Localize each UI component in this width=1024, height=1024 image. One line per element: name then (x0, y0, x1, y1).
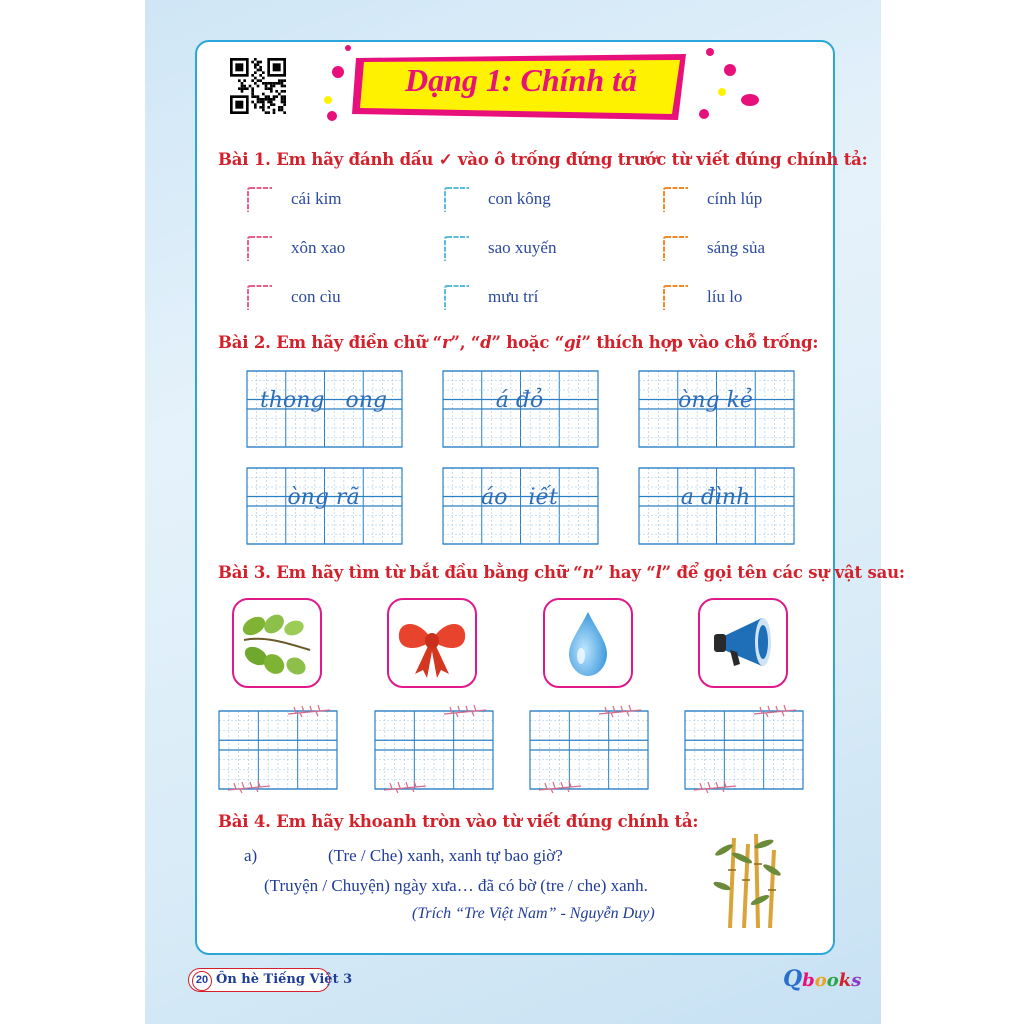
option-word[interactable]: sao xuyến (488, 238, 557, 257)
option-word[interactable]: con cìu (291, 287, 341, 306)
checkbox-9[interactable] (662, 284, 688, 310)
poem-line-2: (Truyện / Chuyện) ngày xưa… đã có bờ (tre / che) xanh. (264, 876, 648, 895)
poem-line-1: (Tre / Che) xanh, xanh tự bao giờ? (328, 846, 563, 865)
answer-grid-4[interactable] (684, 710, 804, 790)
option-word[interactable]: con kông (488, 189, 551, 208)
ex1-title: Bài 1. Em hãy đánh dấu ✓ vào ô trống đứng trước từ viết đúng chính tả: (218, 150, 868, 169)
ex2-title: Bài 2. Em hãy điền chữ “r”, “d” hoặc “gi” thích hợp vào chỗ trống: (218, 333, 819, 352)
water-drop-picture (543, 598, 633, 688)
answer-grid-2[interactable] (374, 710, 494, 790)
answer-grid-3[interactable] (529, 710, 649, 790)
sprig-decoration (537, 780, 583, 794)
option-word[interactable]: xôn xao (291, 238, 346, 257)
sprig-decoration (226, 780, 272, 794)
option-word[interactable]: cính lúp (707, 189, 763, 208)
water-drop-icon (545, 600, 631, 686)
megaphone-icon (700, 600, 786, 686)
option-word[interactable]: mưu trí (488, 287, 539, 306)
checkbox-8[interactable] (662, 235, 688, 261)
checkbox-7[interactable] (662, 186, 688, 212)
checkbox-4[interactable] (443, 186, 469, 212)
option-word[interactable]: cái kim (291, 189, 342, 208)
publisher-logo: Qbooks (783, 966, 862, 992)
ex4-title: Bài 4. Em hãy khoanh tròn vào từ viết đúng chính tả: (218, 812, 699, 831)
citation: (Trích “Tre Việt Nam” - Nguyễn Duy) (412, 905, 655, 922)
megaphone-picture (698, 598, 788, 688)
grid-word-3: òng kẻ (678, 388, 753, 413)
book-title: Ôn hè Tiếng Việt 3 (216, 972, 353, 987)
bamboo-icon (712, 830, 784, 930)
ex3-title: Bài 3. Em hãy tìm từ bắt đầu bằng chữ “n” hay “l” để gọi tên các sự vật sau: (218, 563, 905, 582)
leaf-icon (234, 600, 320, 686)
qr-code-icon (230, 58, 286, 114)
sprig-decoration (286, 704, 332, 718)
checkbox-1[interactable] (246, 186, 272, 212)
grid-word-5: áo iết (481, 485, 558, 510)
checkbox-5[interactable] (443, 235, 469, 261)
checkbox-6[interactable] (443, 284, 469, 310)
sprig-decoration (597, 704, 643, 718)
checkbox-2[interactable] (246, 235, 272, 261)
leaf-picture (232, 598, 322, 688)
checkbox-3[interactable] (246, 284, 272, 310)
page-number: 20 (192, 971, 212, 991)
answer-grid-1[interactable] (218, 710, 338, 790)
grid-word-4: òng rã (287, 485, 360, 510)
sprig-decoration (752, 704, 798, 718)
ex4-label: a) (244, 846, 258, 865)
page-title: Dạng 1: Chính tả (404, 62, 638, 98)
bow-picture (387, 598, 477, 688)
sprig-decoration (382, 780, 428, 794)
grid-word-6: a đình (680, 485, 751, 510)
sprig-decoration (692, 780, 738, 794)
grid-word-2: á đỏ (495, 388, 544, 413)
bow-icon (389, 600, 475, 686)
banner-splash-right (690, 40, 770, 130)
option-word[interactable]: líu lo (707, 287, 743, 306)
grid-word-1: thong ong (260, 388, 387, 413)
option-word[interactable]: sáng sủa (707, 238, 766, 257)
sprig-decoration (442, 704, 488, 718)
